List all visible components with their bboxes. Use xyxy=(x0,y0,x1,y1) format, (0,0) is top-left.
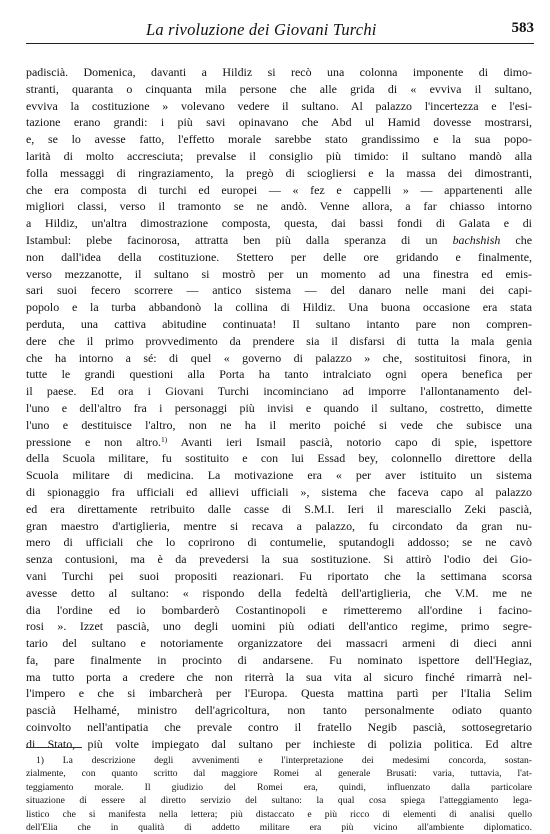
footnote-reference: 1) xyxy=(161,434,168,444)
text-line: stranti, quaranta o cinquanta mila persone che alle grida di « evviva il sultano, xyxy=(26,81,532,96)
text-line: senza contusioni, ma è da prevedersi la sua sostituzione. Si attirò l'odio dei Gio- xyxy=(26,552,532,567)
text-line: sari suoi fecero scorrere — antico sistema — del danaro nelle mani dei capi- xyxy=(26,283,532,298)
page-number: 583 xyxy=(511,20,534,36)
header-rule xyxy=(26,43,534,44)
text-line: mero di ufficiali che lo coprirono di contumelie, sputandogli addosso; se ne cavò xyxy=(26,535,532,550)
text-line: dere che il primo provvedimento da prendere sia il disfarsi di tutta la mala genia xyxy=(26,333,532,348)
text-line: coinvolto nell'antipatia che prevale contro il fratello Negib pascià, sottosegretario xyxy=(26,720,532,735)
text-run: Avanti ieri Ismail pascià, notorio capo di spie, ispettore xyxy=(167,434,533,449)
text-line: l'uno e destituisce l'altro, non ne ha il merito poiché si vede che subisce una xyxy=(26,417,532,432)
text-line: di spionaggio fra ufficiali ed allievi ufficiali », sistema che faceva capo al palazzo xyxy=(26,484,532,499)
text-line: della Scuola militare, fu sostituito e con lui Essad bey, colonnello direttore della xyxy=(26,451,532,466)
text-line: tutte le grandi questioni alla Porta ha tanto intralciato ogni opera benefica per xyxy=(26,367,532,382)
text-line: padiscià. Domenica, davanti a Hildiz si recò una colonna imponente di dimo- xyxy=(26,65,532,79)
text-line: a Hildiz, un'altra dimostrazione composta, questa, dai bassi fondi di Galata e di xyxy=(26,216,532,231)
text-line: che era composta di turchi ed europei — « fez e cappelli » — appartenenti alle xyxy=(26,182,532,197)
text-line: migliori classi, verso il tramonto se ne andò. Venne allora, a far chiasso intorno xyxy=(26,199,532,214)
footnotes xyxy=(26,754,532,834)
text-line: dia l'ordine ed io bombarderò Costantinopoli e rimetteremo all'ordine i facino- xyxy=(26,602,532,617)
text-line: ma tutto porta a credere che non riterrà la sua vita al sicuro finché rimarrà nel- xyxy=(26,669,532,684)
text-line-with-footnote-ref xyxy=(26,434,532,451)
text-line: Scuola militare di medicina. La motivazione era « per aver istituito un sistema xyxy=(26,468,532,483)
footnote-line: situazione di essere al diretto servizio del sultano: la qual cosa spiega l'atteggiamento lega- xyxy=(26,795,532,807)
text-line: tario del sultano e notoriamente organizzatore dei massacri armeni di dieci anni xyxy=(26,636,532,651)
text-line: tazione erano grandi: i più savi opinavano che Abd ul Hamid dovesse mostrarsi, xyxy=(26,115,532,130)
italic-word: bachshish xyxy=(452,232,501,247)
text-line: il paese. Ed ora i Giovani Turchi incominciano ad imporre l'allontanamento del- xyxy=(26,384,532,399)
text-line: evviva la costituzione » volevano vedere il sultano. Al palazzo l'incertezza e l'esi- xyxy=(26,98,532,113)
running-title: La rivoluzione dei Giovani Turchi xyxy=(146,20,377,39)
text-line: pascià Helhamé, ministro dell'agricoltura, non tanto personalmente odiato quanto xyxy=(26,703,532,718)
text-line: folla messaggi di ringraziamento, la pregò di sciogliersi e la massa dei dimostranti, xyxy=(26,165,532,180)
text-line: l'impero e che si imbarcherà per l'Europa. Questa mattina partì per l'Italia Selim xyxy=(26,686,532,701)
text-line: popolo e la turba abbandonò la collina di Hildiz. Una buona occasione era stata xyxy=(26,300,532,315)
text-line: non dall'idea della costituzione. Stettero per delle ore gridando e finalmente, xyxy=(26,249,532,264)
footnote-rule xyxy=(26,747,82,748)
text-line: di Stato, più volte impiegato dal sultano per inchieste di polizia politica. Ed altre xyxy=(26,736,532,751)
text-line: vani Turchi pei suoi propositi reazionari. Fu riportato che la settimana scorsa xyxy=(26,568,532,583)
text-line: avesse detto al sultano: « rispondo della fedeltà dell'artiglieria, che V.M. me ne xyxy=(26,585,532,600)
body-text xyxy=(26,64,532,753)
text-line: e, se lo avesse fatto, l'effetto morale sarebbe stato grandissimo e la sua popo- xyxy=(26,132,532,147)
text-run: Istambul: plebe facinorosa, attratta ben più dalla speranza di un bachshish che xyxy=(26,232,532,247)
text-line: perduta, una cattiva abitudine continuata! Il sultano intanto pare non compren- xyxy=(26,316,532,331)
footnote-line: teggiamento morale. Il giudizio del Romei era, quindi, influenzato dalla particolare xyxy=(26,781,532,793)
text-line: verso mezzanotte, il sultano si mostrò per un momento ad una finestra ed emis- xyxy=(26,266,532,281)
text-line: che ha intorno a sé: di quel « governo di palazzo » che, sostituitosi finora, in xyxy=(26,350,532,365)
footnote-line: dell'Elia che in qualità di addetto militare era più vicino all'ambiente diplomatico. xyxy=(26,822,532,834)
text-line: gran maestro d'artiglieria, mentre si recava a palazzo, fu circondato da gran nu- xyxy=(26,518,532,533)
text-line: fa, pare finalmente in procinto di andarsene. Fu nominato ispettore dell'Hegiaz, xyxy=(26,652,532,667)
text-line: rosi ». Izzet pascià, uno degli uomini più odiati dell'antico regime, primo segre- xyxy=(26,619,532,634)
footnote-line: zialmente, con quanto scritto dal maggiore Romei al generale Brusati: varia, tuttavia, l'at- xyxy=(26,768,532,780)
text-line: l'uno e dell'altro fra i personaggi più invisi e quando il sultano, costretto, dimette xyxy=(26,400,532,415)
page-header xyxy=(26,18,534,42)
text-line: larità di molto accresciuta; prevalse il consiglio più timido: il sultano mandò alla xyxy=(26,148,532,163)
text-line: ed era direttamente retribuito dalle casse di S.M.I. Ieri il maresciallo Zeki pascià, xyxy=(26,501,532,516)
text-run: pressione e non altro. xyxy=(26,434,162,449)
footnote-line: 1) La descrizione degli avvenimenti e l'interpretazione dei medesimi concorda, sostan- xyxy=(36,755,532,766)
footnote-line: listico che si manifesta nella lettera; più distaccato e più ricco di elementi di analisi quello xyxy=(26,808,532,820)
text-line xyxy=(26,232,532,249)
